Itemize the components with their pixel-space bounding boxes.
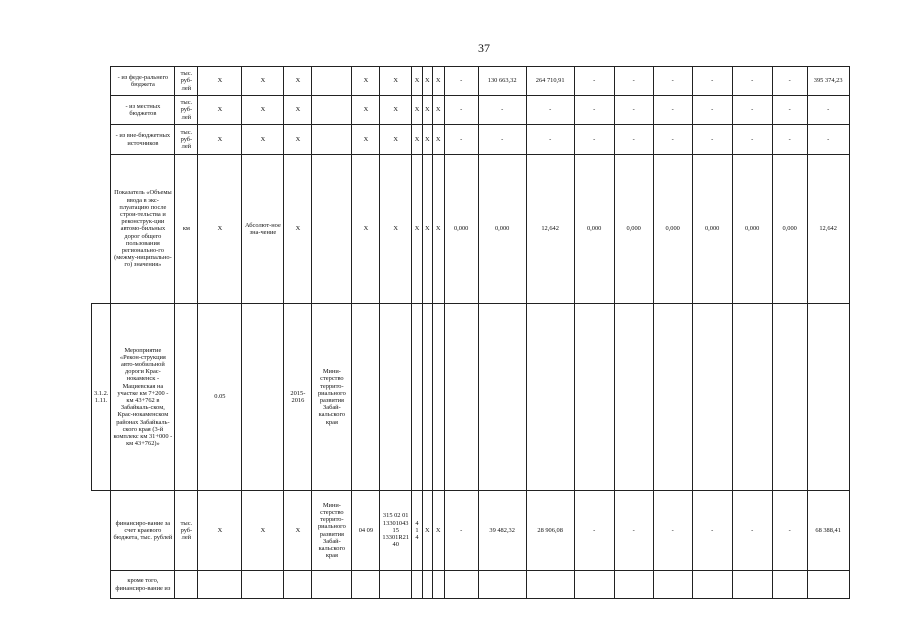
cell-c9: Х: [432, 125, 444, 155]
cell-v1: [444, 571, 478, 599]
cell-c7: 4 1 4: [412, 491, 423, 571]
cell-c9: Х: [432, 491, 444, 571]
cell-v6: -: [653, 491, 692, 571]
cell-v7: -: [692, 491, 732, 571]
cell-c1: Х: [198, 96, 242, 125]
cell-c2: [242, 571, 284, 599]
cell-name: - из местных бюджетов: [111, 96, 175, 125]
cell-c5: 04 09: [352, 491, 380, 571]
cell-v4: [574, 304, 614, 491]
cell-v7: 0,000: [692, 155, 732, 304]
cell-v5: -: [614, 491, 653, 571]
table-row-local: [92, 96, 850, 125]
cell-c9: Х: [432, 67, 444, 96]
cell-num: [92, 155, 111, 304]
cell-c1: [198, 571, 242, 599]
cell-v5: 0,000: [614, 155, 653, 304]
table-row-measure: [92, 304, 850, 491]
cell-unit: тыс. руб-лей: [175, 125, 198, 155]
cell-v9: -: [772, 125, 807, 155]
cell-c3: [284, 571, 312, 599]
cell-v7: [692, 571, 732, 599]
cell-v4: 0,000: [574, 155, 614, 304]
cell-num: [92, 491, 111, 571]
cell-c2: Х: [242, 125, 284, 155]
cell-c5: [352, 304, 380, 491]
cell-c9: [432, 304, 444, 491]
cell-v9: -: [772, 491, 807, 571]
cell-v8: -: [732, 67, 772, 96]
cell-v6: 0,000: [653, 155, 692, 304]
cell-v2: -: [478, 96, 526, 125]
cell-v4: -: [574, 125, 614, 155]
cell-v5: [614, 571, 653, 599]
cell-num: [92, 96, 111, 125]
cell-v4: [574, 571, 614, 599]
cell-v1: 0,000: [444, 155, 478, 304]
cell-v4: -: [574, 96, 614, 125]
cell-c7: [412, 304, 423, 491]
cell-v3: 28 906,08: [526, 491, 574, 571]
cell-c1: Х: [198, 155, 242, 304]
cell-num: [92, 571, 111, 599]
cell-v8: -: [732, 96, 772, 125]
cell-c5: [352, 571, 380, 599]
cell-v2: 130 663,32: [478, 67, 526, 96]
cell-unit: тыс. руб-лей: [175, 67, 198, 96]
cell-v4: -: [574, 491, 614, 571]
page-number: 37: [478, 41, 490, 55]
cell-c9: [432, 571, 444, 599]
cell-v9: -: [772, 96, 807, 125]
cell-v3: -: [526, 96, 574, 125]
cell-c6: 315 02 01 13301043 15 13301R21 40: [380, 491, 412, 571]
cell-c2: Х: [242, 96, 284, 125]
cell-c6: Х: [380, 155, 412, 304]
cell-v8: -: [732, 491, 772, 571]
cell-v2: [478, 571, 526, 599]
cell-c2: Х: [242, 491, 284, 571]
cell-c1: 0.05: [198, 304, 242, 491]
cell-v6: -: [653, 125, 692, 155]
cell-c7: Х: [412, 67, 423, 96]
cell-c6: Х: [380, 96, 412, 125]
cell-v5: -: [614, 67, 653, 96]
cell-v3: [526, 571, 574, 599]
cell-name: кроме того, финансиро-вание из: [111, 571, 175, 599]
cell-c5: Х: [352, 96, 380, 125]
cell-v8: [732, 304, 772, 491]
cell-v7: -: [692, 67, 732, 96]
cell-c6: Х: [380, 125, 412, 155]
cell-v2: [478, 304, 526, 491]
cell-v5: [614, 304, 653, 491]
table-row-federal: [92, 67, 850, 96]
cell-executor: [312, 125, 352, 155]
cell-v9: [772, 571, 807, 599]
cell-c6: [380, 571, 412, 599]
cell-c7: [412, 571, 423, 599]
cell-c8: Х: [423, 96, 433, 125]
cell-name: - из феде-ральнего бюджета: [111, 67, 175, 96]
cell-v6: [653, 304, 692, 491]
cell-c3: Х: [284, 155, 312, 304]
cell-v1: -: [444, 491, 478, 571]
cell-unit: [175, 571, 198, 599]
cell-executor: [312, 96, 352, 125]
cell-num: 3.1.2. 1.11.: [92, 304, 111, 491]
cell-v4: -: [574, 67, 614, 96]
cell-c1: Х: [198, 491, 242, 571]
cell-name: - из вне-бюджетных источников: [111, 125, 175, 155]
cell-c1: Х: [198, 67, 242, 96]
cell-v8: [732, 571, 772, 599]
cell-c9: Х: [432, 96, 444, 125]
cell-c7: Х: [412, 125, 423, 155]
cell-unit: км: [175, 155, 198, 304]
cell-c5: Х: [352, 125, 380, 155]
cell-v7: -: [692, 125, 732, 155]
cell-v1: -: [444, 67, 478, 96]
cell-unit: [175, 304, 198, 491]
cell-v8: -: [732, 125, 772, 155]
cell-c8: [423, 571, 433, 599]
cell-c8: Х: [423, 67, 433, 96]
cell-v7: [692, 304, 732, 491]
cell-num: [92, 125, 111, 155]
cell-name: Мероприятие «Рекон-струкция авто-мобильной дороги Крас-нокаменск - Мациевская на участке км 7+200 - км 43+762 в Забайкаль-ском, Крас-нокаменском районах Забайкаль-ского края (3-й комплекс км 31+000 - км 43+762)»: [111, 304, 175, 491]
table-row-financing: [92, 491, 850, 571]
cell-v2: -: [478, 125, 526, 155]
cell-total: 12,642: [807, 155, 849, 304]
cell-c3: Х: [284, 125, 312, 155]
cell-total: [807, 304, 849, 491]
cell-c3: Х: [284, 67, 312, 96]
cell-v9: 0,000: [772, 155, 807, 304]
cell-v3: 12,642: [526, 155, 574, 304]
cell-name: финансиро-вание за счет краевого бюджета, тыс. рублей: [111, 491, 175, 571]
cell-total: -: [807, 96, 849, 125]
cell-executor: [312, 571, 352, 599]
cell-c2: Х: [242, 67, 284, 96]
cell-v8: 0,000: [732, 155, 772, 304]
cell-v9: -: [772, 67, 807, 96]
cell-executor: [312, 155, 352, 304]
cell-v1: -: [444, 96, 478, 125]
cell-c8: [423, 304, 433, 491]
cell-c7: Х: [412, 155, 423, 304]
cell-unit: тыс. руб-лей: [175, 491, 198, 571]
cell-executor: Мини-стерство террито-риального развития Забай-кальского края: [312, 491, 352, 571]
cell-v5: -: [614, 96, 653, 125]
cell-executor: [312, 67, 352, 96]
cell-c7: Х: [412, 96, 423, 125]
cell-total: 395 374,23: [807, 67, 849, 96]
cell-v6: -: [653, 96, 692, 125]
cell-c8: Х: [423, 155, 433, 304]
cell-name: Показатель «Объемы ввода в экс-плуатацию после строи-тельства и реконструк-ции автомо-бильных дорог общего пользования регионально-го (межму-ниципально-го) значения»: [111, 155, 175, 304]
cell-c3: Х: [284, 491, 312, 571]
cell-c5: Х: [352, 67, 380, 96]
cell-c1: Х: [198, 125, 242, 155]
cell-total: [807, 571, 849, 599]
table-row-indicator: [92, 155, 850, 304]
cell-c5: Х: [352, 155, 380, 304]
table-row-extrabudget: [92, 125, 850, 155]
cell-c8: Х: [423, 125, 433, 155]
cell-executor: Мини-стерство террито-риального развития Забай-кальского края: [312, 304, 352, 491]
table-row-additional: [92, 571, 850, 599]
cell-c8: Х: [423, 491, 433, 571]
cell-total: 68 388,41: [807, 491, 849, 571]
cell-v1: -: [444, 125, 478, 155]
cell-unit: тыс. руб-лей: [175, 96, 198, 125]
cell-c2: [242, 304, 284, 491]
cell-v3: -: [526, 125, 574, 155]
cell-c6: [380, 304, 412, 491]
cell-total: -: [807, 125, 849, 155]
cell-c6: Х: [380, 67, 412, 96]
cell-v6: [653, 571, 692, 599]
cell-v3: 264 710,91: [526, 67, 574, 96]
cell-v3: [526, 304, 574, 491]
cell-c3: 2015- 2016: [284, 304, 312, 491]
cell-v2: 39 482,32: [478, 491, 526, 571]
cell-v2: 0,000: [478, 155, 526, 304]
cell-v1: [444, 304, 478, 491]
cell-v6: -: [653, 67, 692, 96]
cell-v5: -: [614, 125, 653, 155]
cell-c9: Х: [432, 155, 444, 304]
cell-v9: [772, 304, 807, 491]
cell-c2: Абсолют-ное зна-чение: [242, 155, 284, 304]
program-table: [91, 66, 850, 599]
cell-num: [92, 67, 111, 96]
cell-c3: Х: [284, 96, 312, 125]
cell-v7: -: [692, 96, 732, 125]
